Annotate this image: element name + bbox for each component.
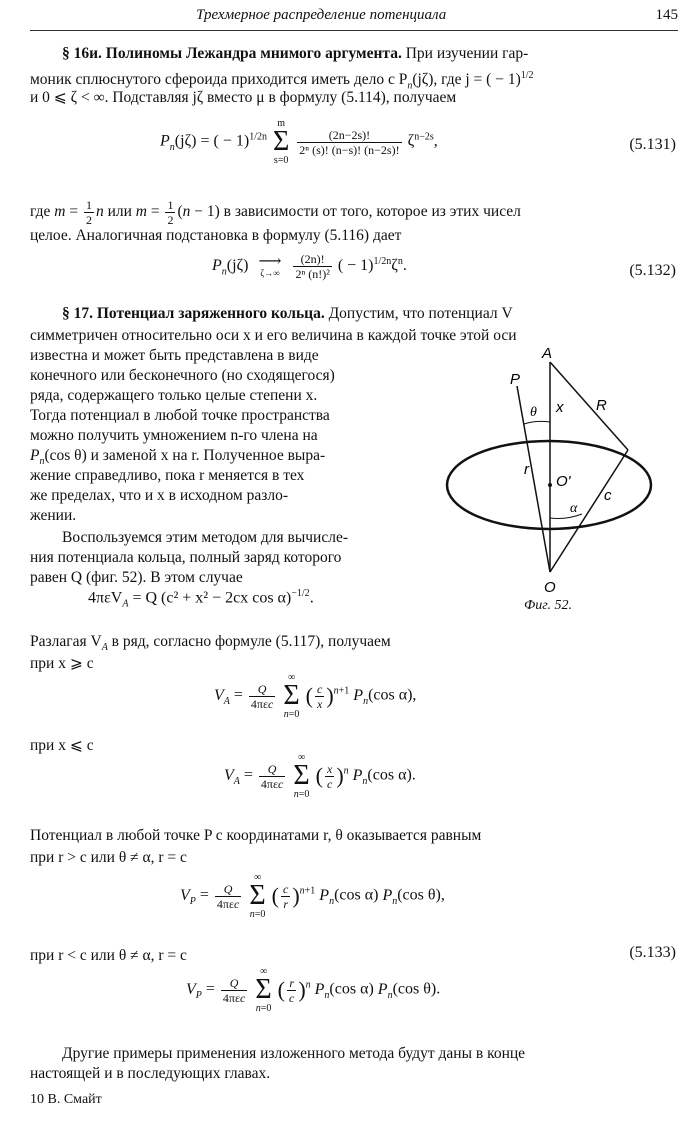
after-eq131-line2: целое. Аналогичная подстановка в формулу (5.116) дает xyxy=(30,227,402,244)
equation-5-132: $P_n(j\zeta)$ ⟶ ζ→∞ $\frac{(2n)!}{\text{2ⁿ (n!)²}}$ ( − $1)^{1/2n}\zeta^n$. xyxy=(212,252,407,281)
text-line: Воспользуемся этим методом для вычисле- xyxy=(62,529,349,546)
section17-line1: § 17. Потенциал заряженного кольца. Допустим, что потенциал V xyxy=(62,305,513,322)
equation-5-131: $P_n(j\zeta)$ = ( − 1)$^{1/2n}$ m Σ s=0 $\frac{(2n-2s)!}{\text{2ⁿ (s)! (n−s)! (n−2s)!}}$ $\zeta^{n-2s}$, xyxy=(160,118,438,166)
section16-line1 xyxy=(62,44,528,63)
equation-vp-r-lt-c: $V_P$ = $\frac{Q}{\text{4πεc}}$ ∞ Σ n=0 ( $\frac{r}{c}$ )$^n$ $P_n(\cos$ α) $P_n(\cos$ θ). xyxy=(186,966,441,1014)
text-line: Тогда потенциал в любой точке пространства xyxy=(30,407,330,424)
text-line: жение справедливо, пока r меняется в тех xyxy=(30,467,305,484)
equation-number: (5.131) xyxy=(629,136,676,153)
fraction: $\frac{(2n-2s)!}{\text{2ⁿ (s)! (n−s)! (n−2s)!}}$ xyxy=(299,127,400,157)
center-point xyxy=(548,483,552,487)
section16-line2: моник сплюснутого сфероида приходится иметь дело с $P_n(j\zeta)$, где j = ( − 1)$^{1/2}$ xyxy=(30,70,534,92)
figure-caption: Фиг. 52. xyxy=(524,598,573,613)
header-rule xyxy=(30,30,678,31)
section17-line2: симметричен относительно оси x и его величина в каждой точке этой оси xyxy=(30,327,517,344)
section16-line1-tail: При изучении гар- xyxy=(405,45,529,62)
text-line: можно получить умножением n-го члена на xyxy=(30,427,318,444)
text-line: известна и может быть представлена в виде xyxy=(30,347,319,364)
after-eq131-line1: где m = $\frac{1}{2}$ n или m = $\frac{1}{2}$ (n − 1) в зависимости от того, которое из этих чисел xyxy=(30,198,521,227)
section16-heading: § 16и. Полиномы Лежандра мнимого аргумента. xyxy=(62,45,402,62)
text-line: $P_n(\cos$ θ) и заменой x на r. Полученное выра- xyxy=(30,447,326,468)
label-c: c xyxy=(604,487,612,504)
text-line: при r > c или θ ≠ α, r = c xyxy=(30,849,187,866)
text-line: Другие примеры применения изложенного метода будут даны в конце xyxy=(62,1045,526,1062)
text-line: Потенциал в любой точке P с координатами r, θ оказывается равным xyxy=(30,827,482,844)
equation-number: (5.133) xyxy=(629,944,676,961)
label-R: R xyxy=(596,397,607,414)
label-theta: θ xyxy=(530,405,537,420)
theta-arc xyxy=(524,421,550,424)
text-line: Разлагая $V_A$ в ряд, согласно формуле (5.117), получаем xyxy=(30,633,391,654)
label-alpha: α xyxy=(570,501,578,516)
page-number: 145 xyxy=(655,7,678,23)
text-line: при x ⩽ c xyxy=(30,737,94,754)
text-line: жении. xyxy=(30,507,77,524)
text-line: настоящей и в последующих главах. xyxy=(30,1065,271,1082)
text-line: равен Q (фиг. 52). В этом случае xyxy=(30,569,243,586)
label-A: A xyxy=(542,345,553,362)
text-line: конечного или бесконечного (но сходящегося) xyxy=(30,367,335,384)
equation-vp-r-gt-c: $V_P$ = $\frac{Q}{\text{4πεc}}$ ∞ Σ n=0 ( $\frac{c}{r}$ )$^{n+1}$ $P_n(\cos$ α) $P_n(\cos$ θ), xyxy=(180,872,445,920)
label-O: O xyxy=(544,579,556,596)
label-P: P xyxy=(510,371,521,388)
running-title: Трехмерное распределение потенциала xyxy=(196,7,447,23)
equation-va-x-ge-c: $V_A$ = $\frac{Q}{\text{4πεc}}$ ∞ Σ n=0 ( $\frac{c}{x}$ )$^{n+1}$ $P_n(\cos$ α), xyxy=(214,672,417,720)
label-Oprime: O' xyxy=(556,473,571,490)
limit-arrow: ⟶ ζ→∞ xyxy=(258,252,282,278)
text-line: же пределах, что и x в исходном разло- xyxy=(30,487,288,504)
equation-va-x-le-c: $V_A$ = $\frac{Q}{\text{4πεc}}$ ∞ Σ n=0 ( $\frac{x}{c}$ )$^n$ $P_n(\cos$ α). xyxy=(224,752,416,800)
section16-line3: и 0 ⩽ ζ < ∞. Подставляя jζ вместо μ в формулу (5.114), получаем xyxy=(30,89,457,106)
text-line: при r < c или θ ≠ α, r = c xyxy=(30,947,187,964)
line-c xyxy=(550,450,628,572)
section17-heading: § 17. Потенциал заряженного кольца. xyxy=(62,305,325,322)
label-r: r xyxy=(524,461,529,478)
equation-va: 4πεV$_A$ = Q (c² + x² − 2cx cos α)$^{-1/2}$. xyxy=(88,588,314,610)
equation-number: (5.132) xyxy=(629,262,676,279)
figure-52-ring-diagram xyxy=(424,340,674,630)
sum-symbol: m Σ s=0 xyxy=(273,118,290,166)
label-x: x xyxy=(556,399,564,416)
text-line: при x ⩾ c xyxy=(30,655,94,672)
text-line: ния потенциала кольца, полный заряд которого xyxy=(30,549,342,566)
footer-signature: 10 В. Смайт xyxy=(30,1092,102,1107)
text-line: ряда, содержащего только целые степени x. xyxy=(30,387,318,404)
